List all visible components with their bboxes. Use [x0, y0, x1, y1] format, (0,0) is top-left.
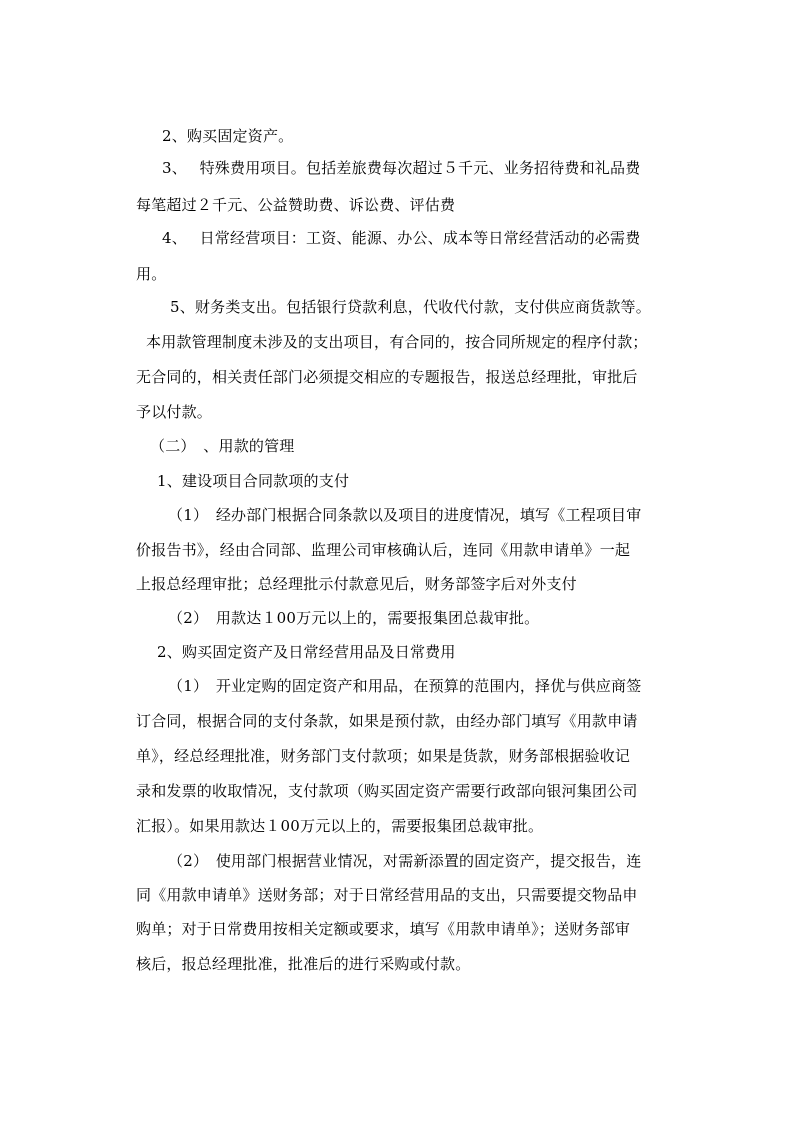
text-line: 2、购买固定资产。: [162, 127, 294, 145]
text-line: 录和发票的收取情况，支付款项（购买固定资产需要行政部向银河集团公司: [136, 782, 638, 800]
text-line: 用。: [136, 265, 167, 283]
text-line: （2） 使用部门根据营业情况，对需新添置的固定资产，提交报告，连: [168, 852, 642, 870]
text-line: 4、 日常经营项目：工资、能源、办公、成本等日常经营活动的必需费: [162, 229, 641, 247]
subsection-heading: 2、购买固定资产及日常经营用品及日常费用: [157, 643, 456, 661]
text-line: 同《用款申请单》送财务部；对于日常经营用品的支出，只需要提交物品申: [136, 886, 638, 904]
text-line: 订合同，根据合同的支付条款，如果是预付款，由经办部门填写《用款申请: [136, 712, 638, 730]
text-line: 每笔超过２千元、公益赞助费、诉讼费、评估费: [136, 196, 456, 214]
text-line: 单》，经总经理批准，财务部门支付款项；如果是货款，财务部根据验收记: [136, 747, 631, 765]
text-line: 5、财务类支出。包括银行贷款利息，代收代付款，支付供应商货款等。: [170, 298, 651, 316]
text-line: 上报总经理审批；总经理批示付款意见后，财务部签字后对外支付: [136, 575, 577, 593]
text-line: 汇报）。如果用款达１00万元以上的，需要报集团总裁审批。: [136, 817, 544, 835]
text-line: （1） 经办部门根据合同条款以及项目的进度情况，填写《工程项目审: [168, 506, 642, 524]
text-line: 予以付款。: [136, 403, 213, 421]
subsection-heading: 1、建设项目合同款项的支付: [157, 472, 350, 490]
text-line: 无合同的，相关责任部门必须提交相应的专题报告，报送总经理批，审批后: [136, 368, 638, 386]
text-line: （2） 用款达１00万元以上的，需要报集团总裁审批。: [168, 609, 540, 627]
section-heading: （二） 、用款的管理: [150, 437, 295, 455]
text-line: 本用款管理制度未涉及的支出项目，有合同的，按合同所规定的程序付款；: [146, 333, 648, 351]
text-line: 3、 特殊费用项目。包括差旅费每次超过５千元、业务招待费和礼品费: [162, 159, 641, 177]
text-line: 购单；对于日常费用按相关定额或要求，填写《用款申请单》；送财务部审: [136, 920, 631, 938]
text-line: 核后，报总经理批准，批准后的进行采购或付款。: [136, 955, 471, 973]
text-line: 价报告书》，经由合同部、监理公司审核确认后，连同《用款申请单》一起: [136, 541, 631, 559]
text-line: （1） 开业定购的固定资产和用品，在预算的范围内，择优与供应商签: [168, 677, 642, 695]
